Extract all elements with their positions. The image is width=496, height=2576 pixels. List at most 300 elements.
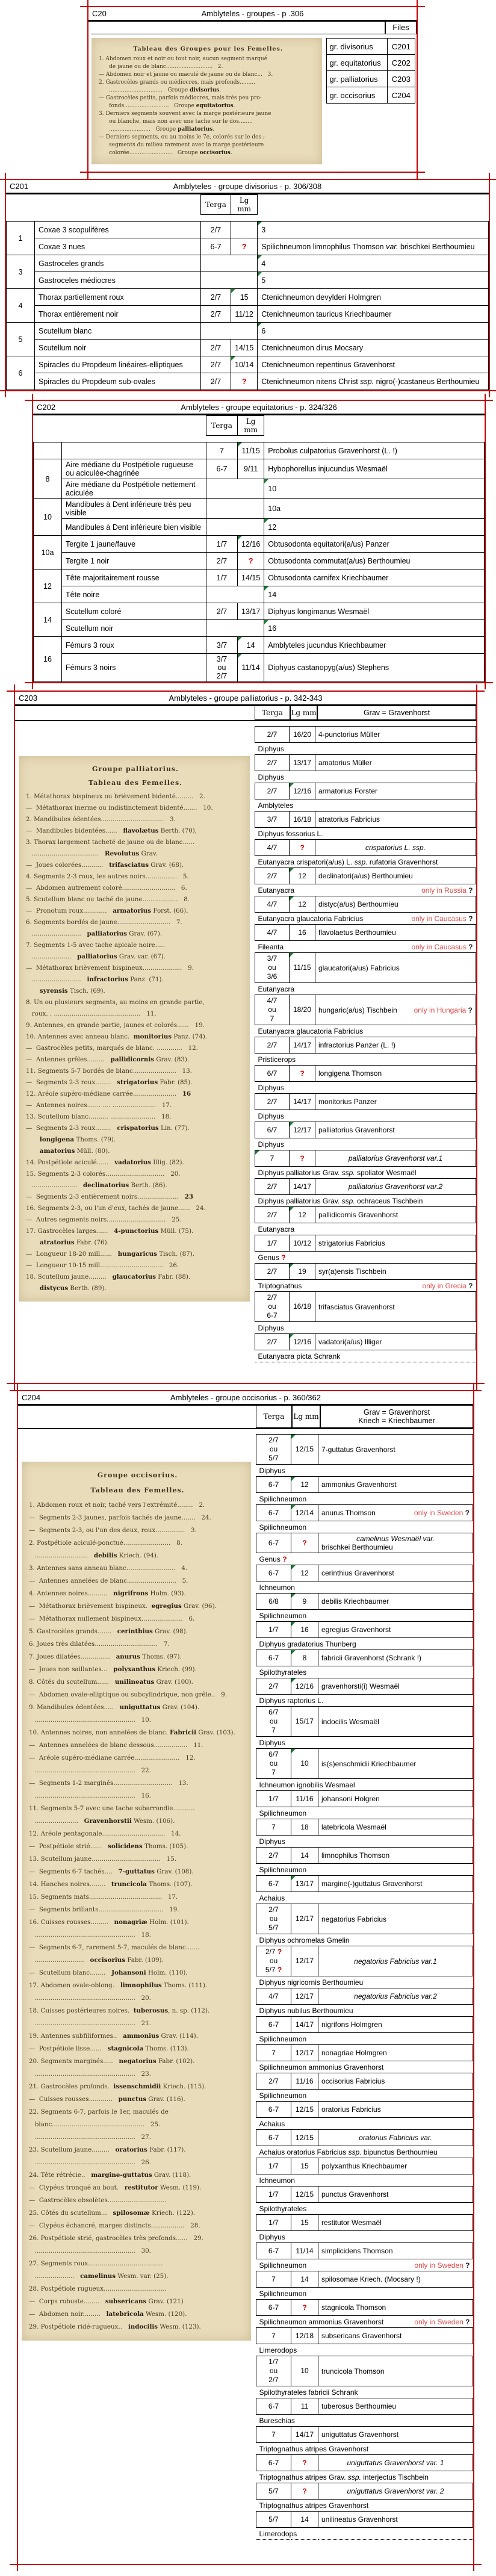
terga-cell [255, 1037, 290, 1054]
species-name-cell [318, 2215, 473, 2231]
length-cell: 15 [231, 289, 258, 306]
species-name: strigatorius Fabricius [318, 1239, 385, 1247]
terga-line: 2/7 ? [265, 1948, 282, 1956]
page-line: 6. Joues très dilatées................................ 7. [29, 1640, 170, 1648]
species-name-cell [315, 868, 476, 884]
species-name: 7-guttatus Gravenhorst [321, 1445, 395, 1454]
genus-cell [255, 1082, 476, 1094]
terga-line: ou [269, 1445, 278, 1453]
genus-row [256, 1695, 473, 1707]
frame-line [0, 179, 496, 180]
page-line: 25. Côtés du scutellum... spilosomæ Kriech. (122). [29, 2209, 196, 2217]
terga-cell [255, 995, 290, 1025]
key-row [34, 479, 485, 499]
species-name-cell [318, 1678, 473, 1695]
species-name-cell: Ctenichneumon nitens Christ ssp. nigro(-)castaneus Berthoumieu [258, 373, 489, 390]
length-cell: 12/17 [291, 1946, 318, 1976]
genus-row [256, 2118, 473, 2130]
terga-line: 1/7 [267, 1238, 277, 1247]
species-name-cell [315, 1235, 476, 1252]
page-line: roux. . ............................................ 11. [26, 1010, 157, 1017]
author-legend: Grav = Gravenhorst [317, 706, 476, 720]
genus-name: Eutanyacra picta Schrank [258, 1352, 341, 1361]
species-row [256, 1848, 473, 1864]
terga-line: 2/7 [267, 1182, 277, 1191]
page-line: 13. Scutellum jaune................................... 15. [29, 1855, 177, 1863]
terga-line: 2/7 [267, 786, 277, 795]
terga-cell [256, 1477, 291, 1493]
page-line: ........................... debilis Kriech. (94). [29, 1552, 159, 1559]
genus-row [255, 1223, 476, 1235]
key-row [34, 637, 485, 654]
page-line: ......................... palliatorius Grav. (67). [26, 930, 163, 937]
length-cell: 10 [291, 2356, 318, 2386]
terga-line: 6-7 [268, 2401, 279, 2410]
page-line: — Segments 2-3 jaunes, parfois tachés de jaune....... 24. [29, 1514, 211, 1521]
length-cell: 12/15 [291, 2102, 318, 2118]
species-name: unilineatus Gravenhorst [321, 2515, 398, 2524]
page-line: 16. Cuisses rousses......... nonagriæ Holm. (101). [29, 1919, 189, 1926]
terga-cell [256, 1622, 291, 1638]
species-name-cell: 5 [258, 272, 489, 289]
genus-cell [256, 1807, 473, 1819]
frame-line [7, 1383, 485, 1384]
key-table [6, 194, 489, 390]
key-row [34, 586, 485, 603]
genus-row [256, 2316, 473, 2328]
genus-name: Diphyus nigricornis Berthoumieu [259, 1978, 364, 1987]
species-row [255, 1066, 476, 1082]
species-row [256, 1477, 473, 1493]
terga-line: ou [269, 1957, 278, 1965]
species-name-cell [318, 1749, 473, 1779]
species-row [256, 2356, 473, 2386]
criterion-cell: Coxae 3 scopulifères [35, 222, 201, 238]
location-note [415, 886, 473, 895]
species-name-cell [318, 1594, 473, 1610]
species-name: 4-punctorius Müller [318, 730, 380, 739]
terga-line: 2/7 [268, 2376, 279, 2384]
species-row [256, 2017, 473, 2033]
genus-cell [255, 1167, 476, 1179]
blank-cell [201, 255, 258, 272]
genus-row [256, 1610, 473, 1622]
row-number-cell [34, 442, 62, 459]
species-row [256, 1505, 473, 1521]
species-row [255, 755, 476, 771]
section-title: Amblyteles - groupes - p .306 [201, 9, 304, 18]
genus-cell [255, 856, 476, 868]
genus-cell [256, 1493, 473, 1505]
species-name-cell: Ctenichneumon repentinus Gravenhorst [258, 356, 489, 373]
species-row [256, 2243, 473, 2259]
length-cell [238, 553, 264, 570]
page-line: — Gastrocèles petits, marqués de blanc. ............. 12. [26, 1044, 199, 1052]
terga-line: ou [269, 2367, 278, 2375]
section-c203 [14, 691, 477, 1384]
terga-cell [256, 2356, 291, 2386]
terga-cell [255, 727, 290, 743]
page-line: 23. Scutellum jaune......... oratorius Fabr. (117). [29, 2146, 186, 2153]
species-name-line: palliatorius Gravenhorst var.2 [348, 1182, 443, 1191]
page-line: — Abdomen autrement coloré........................... 6. [26, 884, 187, 892]
page-line: — Segments 6-7 tachés.... 7-guttatus Grav. (108). [29, 1868, 194, 1875]
length-cell: 18 [291, 1819, 318, 1836]
blank-cell [15, 706, 255, 720]
length-cell [231, 222, 258, 238]
length-cell: 11 [291, 2398, 318, 2415]
length-cell: 13/17 [238, 603, 264, 620]
terga-line: 6-7 [268, 1480, 279, 1489]
page-line: 21. Gastrocèles profonds. issenschmidii Kriech. (115). [29, 2083, 206, 2090]
species-name-cell [318, 2130, 473, 2146]
terga-cell [256, 1876, 291, 1892]
page-line: — Métathorax brièvement bispineux.................... 9. [26, 964, 194, 972]
page-line: — Mandibules bidentées...... flavolætus Berth. (70), [26, 827, 197, 834]
question-mark: ? [302, 1538, 307, 1547]
terga-cell [256, 2073, 291, 2090]
terga-cell [201, 238, 231, 255]
species-name-cell: 16 [264, 620, 485, 637]
species-row [255, 925, 476, 941]
species-name-cell [318, 2427, 473, 2443]
page-line: 3. Thorax largement tacheté de jaune ou de blanc...... [26, 839, 195, 846]
terga-line: 2/7 [267, 1040, 277, 1049]
genus-row [256, 2528, 473, 2540]
terga-cell [256, 2158, 291, 2174]
genus-row [256, 1807, 473, 1819]
page-line: 2. Mandibules édentées................................ 3. [26, 816, 176, 823]
species-row [256, 1678, 473, 1695]
terga-column-header: Terga [256, 1406, 292, 1428]
species-name-cell: 12 [264, 519, 485, 536]
terga-line: 5/7 [268, 1454, 279, 1462]
genus-cell [256, 1465, 473, 1477]
species-name-cell: Probolus culpatorius Gravenhorst (L. !) [264, 442, 485, 459]
terga-line: 5/7 [268, 1923, 279, 1932]
species-row [256, 2045, 473, 2061]
terga-column-header: Terga [206, 416, 238, 436]
species-row [256, 1435, 473, 1465]
genus-name: Spilichneumon ammonius Gravenhorst [259, 2062, 384, 2072]
terga-cell [206, 442, 238, 459]
question-mark: ? [241, 242, 247, 251]
species-row [256, 1904, 473, 1934]
criterion-cell: Fémurs 3 noirs [62, 654, 206, 682]
page-line: colorée......................... Groupe occisorius. [99, 150, 232, 156]
terga-line: 2/7 [210, 293, 222, 302]
genus-row [256, 1465, 473, 1477]
author-legend-line: Grav = Gravenhorst [363, 1408, 430, 1417]
species-row [256, 2158, 473, 2174]
files-header-row [88, 22, 417, 34]
question-mark: ? [468, 914, 473, 923]
species-name: restitutor Wesmaël [321, 2218, 382, 2227]
species-name-cell [318, 1650, 473, 1666]
key-row [7, 222, 489, 238]
genus-row [255, 941, 476, 953]
species-name-cell [315, 1334, 476, 1350]
species-name-cell [315, 755, 476, 771]
section-header [88, 7, 417, 22]
question-mark: ? [248, 556, 253, 565]
terga-cell [256, 1946, 291, 1976]
species-row [255, 1094, 476, 1110]
page-line: 15. Segments 2-3 colorés.............................. 20. [26, 1170, 181, 1178]
genus-name: Triptognathus atripes Gravenhorst [259, 2444, 369, 2453]
blank-cell [206, 479, 264, 499]
genus-row [255, 1195, 476, 1207]
group-row [327, 55, 415, 71]
section-code: C202 [37, 403, 56, 412]
species-name-cell [315, 1292, 476, 1322]
terga-line: 2/7 [210, 225, 222, 234]
scanned-page [91, 38, 322, 164]
terga-cell [255, 1179, 290, 1195]
section-c204 [17, 1390, 474, 2565]
genus-name: Achaius oratorius Fabricius ssp. bipunctus Berthoumieu [259, 2147, 438, 2156]
row-number-cell: 4 [7, 289, 35, 323]
row-number-cell: 5 [7, 323, 35, 356]
length-cell: 15 [291, 2215, 318, 2231]
terga-cell [256, 2300, 291, 2316]
species-row [256, 2328, 473, 2344]
genus-row [255, 1167, 476, 1179]
page-line: 10. Antennes noires, non annelées de blanc. Fabricii Grav. (103). [29, 1729, 235, 1736]
species-name: trifasciatus Gravenhorst [318, 1302, 395, 1311]
location-text: only in Caucasus [411, 914, 469, 923]
terga-cell [256, 2455, 291, 2471]
terga-line: 2/7 [267, 730, 277, 739]
terga-cell [206, 459, 238, 479]
terga-cell [256, 1565, 291, 1581]
species-name-cell [318, 2102, 473, 2118]
page-line: ................................................... 26. [29, 2159, 151, 2166]
species-row [256, 2186, 473, 2203]
terga-line: 6-7 [268, 2458, 279, 2467]
terga-line: 6-7 [267, 1311, 277, 1320]
question-mark: ? [468, 886, 473, 895]
scanned-page [22, 1462, 251, 2341]
genus-row [255, 1350, 476, 1362]
terga-line: ou [268, 1302, 276, 1311]
genus-cell [256, 1638, 473, 1650]
genus-cell [255, 1280, 476, 1292]
genus-row [255, 1138, 476, 1150]
species-name-cell: 4 [258, 255, 489, 272]
genus-row [255, 884, 476, 896]
species-name: amatorius Müller [318, 759, 372, 767]
terga-cell [256, 1435, 291, 1465]
page-line: ................................................... 30. [29, 2247, 151, 2255]
genus-name: Ichneumon [259, 1583, 295, 1592]
length-cell: 12/17 [291, 1904, 318, 1934]
author-legend [320, 1406, 473, 1428]
page-line: — Derniers segments, ou au moins le 7e, colorés sur le dos ; [99, 134, 265, 140]
species-name-cell [318, 1848, 473, 1864]
genus-name: Genus [259, 1554, 281, 1563]
criterion-cell: Coxae 3 nues [35, 238, 201, 255]
terga-line: 2/7 [267, 1337, 277, 1346]
species-name: simplicidens Thomson [321, 2247, 393, 2255]
page-line: — Segments 6-7, rarement 5-7, maculés de blanc....... [29, 1944, 200, 1951]
species-row [256, 2271, 473, 2288]
column-header-row [7, 195, 489, 215]
page-line: 27. Segments roux...................................... [29, 2260, 163, 2267]
species-name-cell [315, 727, 476, 743]
genus-name: Diphyus gradatorius Thunberg [259, 1639, 356, 1648]
length-cell: 19 [290, 1264, 315, 1280]
species-name-cell [318, 2455, 473, 2471]
length-cell: 14/17 [290, 1094, 315, 1110]
terga-line: 5/7 ? [265, 1966, 282, 1974]
species-name: hungaric(a/us) Tischbein [318, 1005, 397, 1014]
species-name: stagnicola Thomson [321, 2303, 386, 2312]
species-name-cell [318, 2073, 473, 2090]
terga-cell [255, 1207, 290, 1223]
frame-line [25, 400, 493, 401]
group-file-cell: C201 [387, 39, 415, 55]
key-row [34, 603, 485, 620]
terga-line: 4/7 [267, 928, 277, 937]
genus-name: Diphyus [258, 1111, 284, 1120]
terga-line: 6-7 [268, 2133, 279, 2142]
species-row [255, 1207, 476, 1223]
key-row [7, 323, 489, 340]
species-row [256, 1594, 473, 1610]
species-row [256, 1791, 473, 1807]
species-name-cell [318, 2186, 473, 2203]
terga-cell [256, 2102, 291, 2118]
genus-name: Triptognathus atripes Gravenhorst [259, 2501, 369, 2510]
species-table [255, 726, 476, 1362]
terga-line: 6/7 [268, 1750, 279, 1758]
species-name: nonagriae Holmgren [321, 2049, 387, 2057]
terga-line: ou [268, 963, 276, 972]
key-row [7, 238, 489, 255]
page-line: syrensis Tisch. (69). [39, 987, 105, 995]
page-text [99, 55, 317, 157]
genus-row [255, 1252, 476, 1264]
genus-cell [256, 2443, 473, 2455]
length-cell: 16/18 [290, 812, 315, 828]
terga-line: 2/7 [267, 1210, 277, 1219]
page-line: 7. Segments 1-5 avec tache apicale noire..... [26, 942, 166, 949]
terga-line: 6/8 [268, 1597, 279, 1606]
length-cell: 16 [290, 925, 315, 941]
terga-line: 7 [271, 2331, 276, 2340]
length-cell: 9 [291, 1594, 318, 1610]
page-line: segments du milieu rarement avec la marge postérieure [99, 142, 264, 148]
species-name-cell [318, 1622, 473, 1638]
page-line: 16. Segments 2-3, ou l'un d'eux, tachés de jaune...... 24. [26, 1205, 206, 1212]
genus-cell [255, 884, 476, 896]
terga-cell [255, 1094, 290, 1110]
length-cell: 12/18 [291, 2328, 318, 2344]
question-mark: ? [465, 2317, 470, 2326]
key-row [7, 289, 489, 306]
location-text: only in Russia [421, 886, 469, 895]
page-line: blanc............................................... 25. [29, 2121, 161, 2128]
genus-name: Bureschias [259, 2416, 295, 2425]
terga-cell [206, 553, 238, 570]
species-name: subsericans Gravenhorst [321, 2332, 402, 2340]
terga-line: 2/7 [216, 607, 228, 616]
terga-line: 6-7 [268, 2020, 279, 2029]
key-row [7, 272, 489, 289]
terga-line: 1/7 [268, 2357, 279, 2366]
genus-cell [256, 1521, 473, 1533]
page-line: ou blanche, mais non avec une tache sur le dos........ [99, 119, 253, 125]
length-cell: 15 [291, 2158, 318, 2174]
frame-line [32, 394, 33, 689]
terga-line: 6/7 [267, 1125, 277, 1134]
terga-cell [255, 1066, 290, 1082]
length-cell [291, 2300, 318, 2316]
terga-cell [256, 2017, 291, 2033]
terga-line: 1/7 [268, 1794, 279, 1803]
genus-name: Spilothyrateles fabricii Schrank [259, 2388, 358, 2397]
genus-name: Triptognathus [258, 1281, 302, 1290]
genus-cell [255, 743, 476, 755]
terga-cell [255, 896, 290, 913]
page-line: — Antennes noires....... .... ...................... 17. [26, 1102, 172, 1109]
page-line: 15. Segments mats..................................... 17. [29, 1893, 178, 1901]
terga-column-header: Terga [255, 706, 290, 720]
frame-line [476, 684, 477, 1390]
key-row [7, 340, 489, 356]
terga-line: 6/7 [267, 1069, 277, 1078]
key-row [34, 553, 485, 570]
criterion-cell: Thorax entièrement noir [35, 306, 201, 323]
page-line: 22. Segments 6-7, parfois le 1er, maculés de [29, 2108, 169, 2115]
page-line: — Abdomen noir et jaune ou maculé de jaune ou de blanc... 3. [99, 72, 273, 78]
genus-cell [256, 2090, 473, 2102]
length-cell: 12/15 [291, 1435, 318, 1465]
species-row [255, 868, 476, 884]
terga-cell [256, 2398, 291, 2415]
frame-line [80, 172, 425, 173]
genus-name: Spilothyrateles [259, 2204, 307, 2213]
genus-row [256, 1779, 473, 1791]
genus-name: Diphyus [258, 744, 284, 753]
terga-line: 4/7 [267, 899, 277, 908]
page-line: 20. Segments marginés..... negatorius Fabr. (102). [29, 2058, 195, 2065]
length-cell: 12 [290, 1207, 315, 1223]
files-column-header: Files [385, 22, 417, 34]
column-header-row [18, 1406, 473, 1429]
terga-cell [201, 306, 231, 323]
genus-name: Ichneumon ignobilis Wesmael [259, 1780, 355, 1789]
genus-name: Diphyus palliatorius Grav. ssp. spoliator Wesmaël [258, 1168, 417, 1177]
terga-cell [201, 340, 231, 356]
length-cell: 12/16 [290, 1334, 315, 1350]
page-line: 12. Aréole supéro-médiane carrée...................... 16 [26, 1090, 191, 1097]
length-cell [231, 373, 258, 390]
page-line: — Joues non saillantes... polyxanthus Kriech. (99). [29, 1666, 197, 1673]
terga-cell [256, 1904, 291, 1934]
genus-name: Spilothyrateles [259, 1668, 307, 1677]
genus-name: Fileanta [258, 942, 284, 951]
genus-name: Spilichneumon [259, 1522, 307, 1532]
scanned-page-area [18, 1429, 256, 2347]
criterion-cell: Aire médiane du Postpétiole rugueuse ou aciculée-chagrinée [62, 459, 206, 479]
page-line: ................................................... 18. [29, 1931, 151, 1938]
row-number-cell: 6 [7, 356, 35, 390]
genus-name: Spilichneumon [259, 1611, 307, 1620]
length-cell: 12/17 [290, 1122, 315, 1138]
species-table [256, 1434, 473, 2540]
